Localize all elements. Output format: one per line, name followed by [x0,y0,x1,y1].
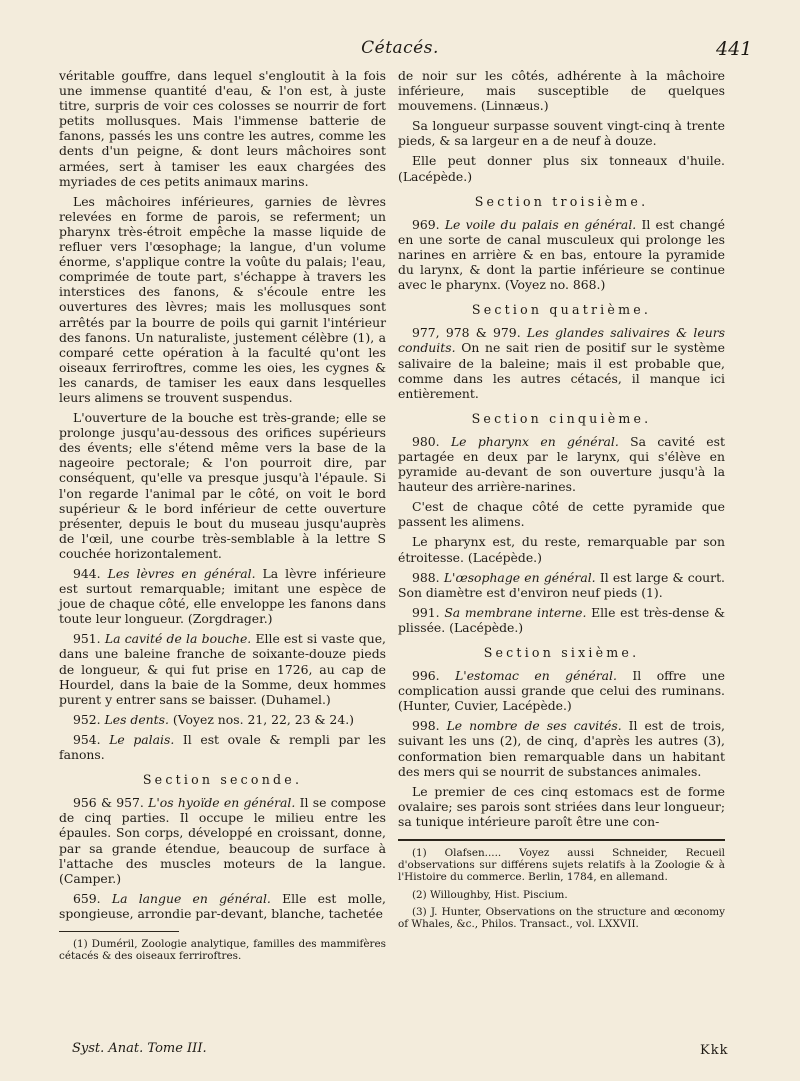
entry-number: 988. [412,569,440,585]
entry-988 [398,570,725,600]
entry-title: Les dents. [104,711,169,727]
section-heading: Section quatrième. [471,302,652,318]
entry-title: L'os hyoïde en général. [148,795,296,811]
entry-number: 659. [73,890,101,906]
footnote: (2) Willoughby, Hist. Piscium. [412,888,568,901]
paragraph: Le pharynx est, du reste, remarquable par son étroitesse. (Lacépède.) [398,534,725,565]
entry-text: Elle est très-dense & plissée. (Lacépède.) [398,604,725,635]
section-heading: Section cinquième. [471,410,652,426]
paragraph: de noir sur les côtés, adhérente à la mâchoire inférieure, mais susceptible de quelques mouvemens. (Linnæus.) [398,68,725,114]
left-column [59,68,386,967]
paragraph: C'est de chaque côté de cette pyramide que passent les alimens. [398,499,725,530]
entry-title: Sa membrane interne. [444,604,587,620]
entry-text: Elle est si vaste que, dans une baleine franche de soixante-douze pieds de longueur, & qui fut prise en 1726, au cap de Hourdel, dans la baie de la Somme, deux hommes purent y entrer sans se baisser. (Duhamel.) [59,631,386,707]
entry-number: 996. [412,668,440,684]
entry-text: Elle est molle, spongieuse, arrondie par-devant, blanche, tachetée [59,890,386,921]
section-heading: Section troisième. [474,193,649,209]
entry-title: L'œsophage en général. [443,569,596,585]
footnote-divider [59,931,179,932]
entry-number: 998. [412,718,440,734]
entry-number: 944. [73,566,101,581]
entry-952 [59,712,386,727]
entry-number: 952. [73,711,101,727]
entry-title: Le pharynx en général. [450,433,619,449]
footnote-divider [398,839,725,841]
entry-title: La cavité de la bouche. [104,631,252,647]
entry-996 [398,668,725,713]
entry-text: On ne sait rien de positif sur le système salivaire de la baleine; mais il est probable que, comme dans les autres cétacés, il manque ici entièrement. [398,340,725,401]
entry-number: 956 & 957. [73,795,144,811]
section-heading: Section sixième. [483,645,640,660]
entry-title: Le nombre de ses cavités. [446,718,622,734]
signature-mark: Syst. Anat. Tome III. [72,1041,207,1056]
paragraph: Le premier de ces cinq estomacs est de forme ovalaire; ses parois sont striées dans leur longueur; sa tunique intérieure paroît être une con- [398,783,725,829]
entry-998 [398,718,725,778]
page-number: 441 [716,38,753,60]
footnote: (1) Duméril, Zoologie analytique, familles des mammifères cétacés & des oiseaux ferriroftres. [59,937,386,963]
running-title: Cétacés. [361,38,439,58]
entry-text: Il est de trois, suivant les uns (2), de cinq, d'après les autres (3), conformation bien remarquable dans un habitant des mers qui se nourrit de substances animales. [398,718,725,779]
entry-title: Les lèvres en général. [107,566,256,581]
entry-number: 969. [412,216,440,232]
paragraph: Elle peut donner plus six tonneaux d'huile. (Lacépède.) [398,153,725,184]
entry-980 [398,434,725,494]
entry-title: Le palais. [109,731,175,747]
entry-text: Il est ovale & rempli par les fanons. [59,731,386,763]
entry-number: 951. [73,631,101,647]
entry-956 [59,795,386,886]
entry-number: 977, 978 & 979. [412,325,521,341]
entry-text: Il est changé en une sorte de canal musculeux qui prolonge les narines en arrière & en bas, entoure la pyramide du larynx, & dont la partie inférieure se continue avec le pharynx. (Voyez no. 868.) [398,216,725,293]
entry-text: La lèvre inférieure est surtout remarquable; imitant une espèce de joue de chaque côté, elle enveloppe les fanons dans toute leur longueur. (Zorgdrager.) [59,566,386,627]
entry-951 [59,631,386,706]
entry-number: 954. [73,731,101,747]
section-heading: Section seconde. [142,772,303,788]
entry-text: Il se compose de cinq parties. Il occupe le milieu entre les épaules. Son corps, développé en croissant, donne, par sa grande étendue, beaucoup de surface à l'attache des muscles moteurs de la langue. (Camper.) [59,795,386,886]
paragraph: Les mâchoires inférieures, garnies de lèvres relevées en forme de parois, se referment; un pharynx très-étroit empêche la masse liquide de refluer vers l'œsophage; la langue, d'un volume énorme, s'applique contre la voûte du palais; l'eau, comprimée de toute part, s'échappe à travers les interstices des fanons, & s'écoule entre les ouvertures des lèvres; mais les mollusques sont arrêtés par la bourre de poils qui garnit l'intérieur des fanons. Un naturaliste, justement célèbre (1), a comparé cette opération à la faculté qu'ont les oiseaux ferriroftres, comme les oies, les cygnes & les canards, de tamiser les eaux dans lesquelles leurs alimens se trouvent suspendus. [59,193,386,405]
entry-title: Le voile du palais en général. [444,216,637,232]
entry-659 [59,891,386,921]
entry-991 [398,605,725,635]
entry-number: 991. [412,604,440,620]
entry-title: La langue en général. [111,890,271,906]
entry-text: Sa cavité est partagée en deux par le larynx, qui s'élève en pyramide au-devant de son ouverture jusqu'à la hauteur des arrière-narines. [398,433,725,495]
entry-text: (Voyez nos. 21, 22, 23 & 24.) [172,711,354,727]
entry-title: L'estomac en général. [455,668,617,684]
footnote: (1) Olafsen..... Voyez aussi Schneider, Recueil d'observations sur différens sujets relatifs à la Zoologie & à l'Histoire du commerce. Berlin, 1784, en allemand. [398,847,725,884]
entry-title: Les glandes salivaires & leurs conduits. [398,325,725,356]
entry-text: Il est large & court. Son diamètre est d'environ neuf pieds (1). [398,569,725,600]
footnote: (3) J. Hunter, Observations on the structure and œconomy of Whales, &c., Philos. Transact., vol. LXXVII. [398,905,725,931]
entry-954 [59,732,386,762]
gathering-signature: Kkk [700,1043,729,1058]
entry-number: 980. [412,433,440,449]
right-column [398,68,725,935]
paragraph: L'ouverture de la bouche est très-grande; elle se prolonge jusqu'au-dessous des orifices supérieurs des évents; elle s'étend même vers la base de la nageoire pectorale; & l'on pourroit dire, par conséquent, qu'elle va presque jusqu'à l'épaule. Si l'on regarde l'animal par le côté, on voit le bord supérieur & le bord inférieur de cette ouverture présenter, depuis le bout du museau jusqu'auprès de l'œil, une courbe très-semblable à la lettre S couchée horizontalement. [59,410,386,561]
paragraph: Sa longueur surpasse souvent vingt-cinq à trente pieds, & sa largeur en a de neuf à douze. [398,118,725,149]
entry-text: Il offre une complication aussi grande que celui des ruminans. (Hunter, Cuvier, Lacépède.) [398,668,725,714]
entry-944 [59,566,386,626]
entry-977 [398,325,725,400]
paragraph: véritable gouffre, dans lequel s'engloutit à la fois une immense quantité d'eau, & l'on est, à juste titre, surpris de voir ces colosses se nourrir de fort petits mollusques. Mais l'immense batterie de fanons, passés les uns contre les autres, comme les dents d'un peigne, & dont leurs mâchoires sont armées, sert à tamiser les eaux chargées des myriades de ces petits animaux marins. [59,68,386,189]
entry-969 [398,217,725,292]
